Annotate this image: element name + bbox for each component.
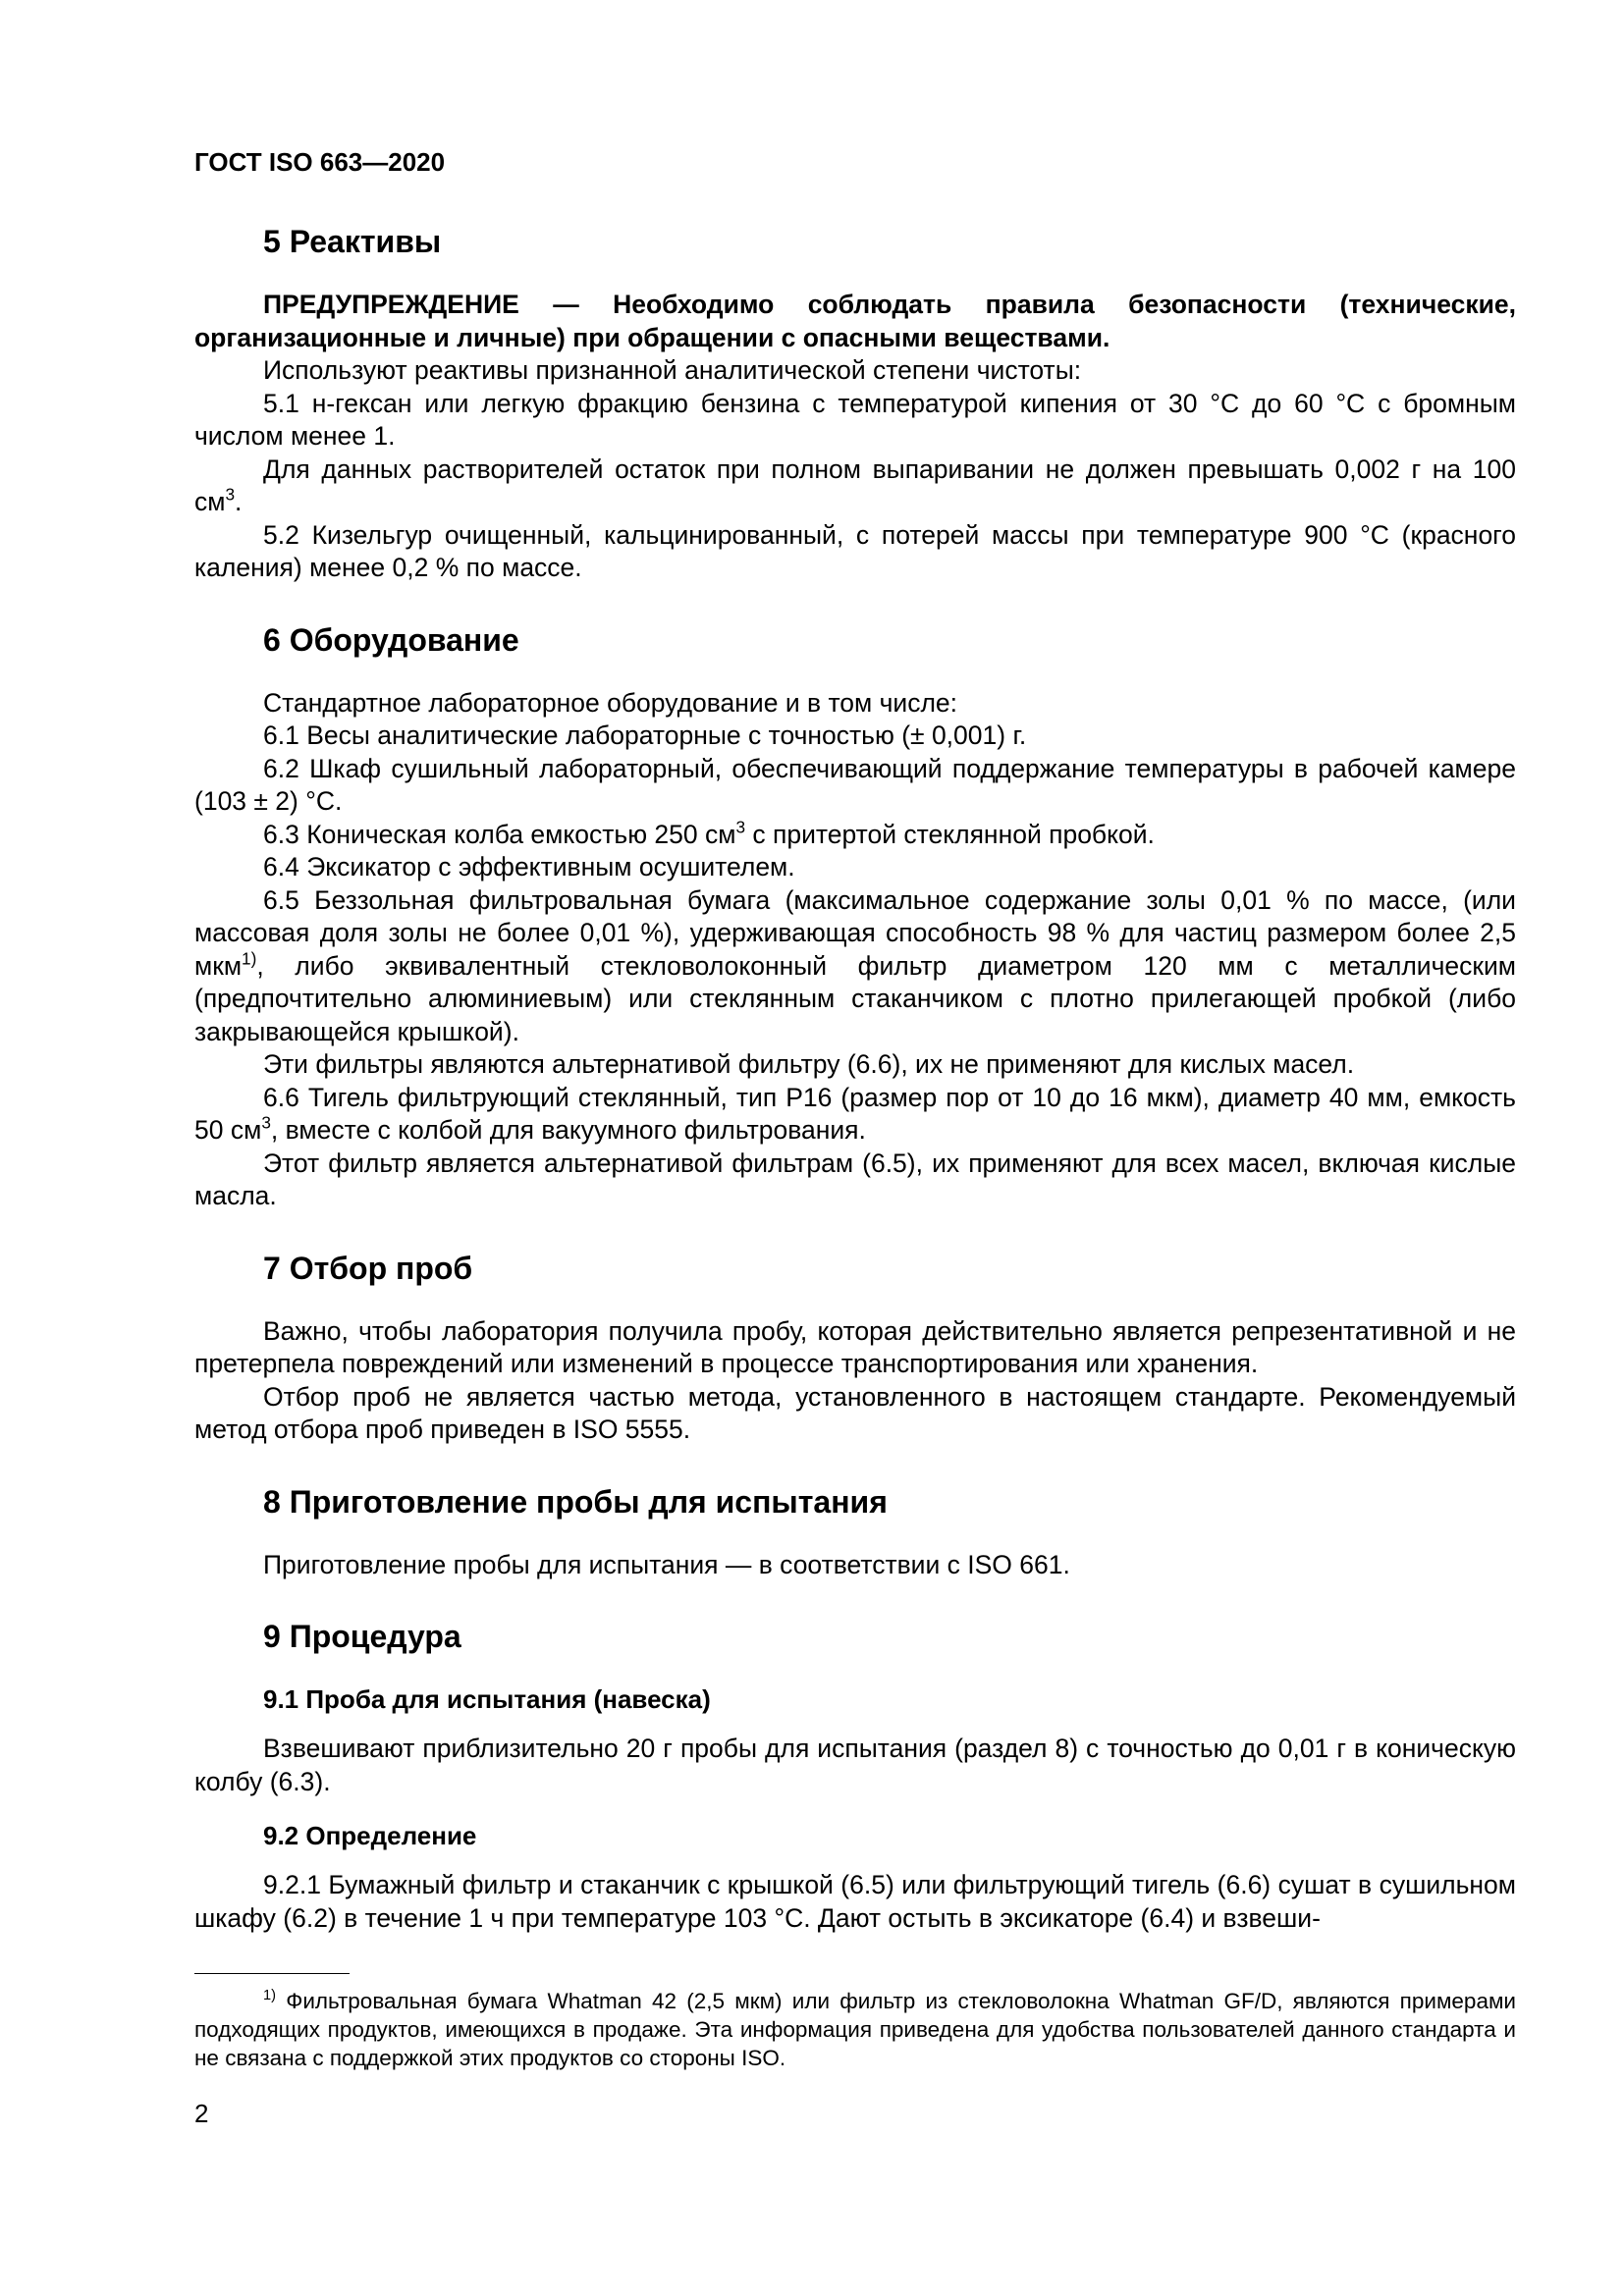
subsection-9-1-text: Взвешивают приблизительно 20 г пробы для испытания (раздел 8) с точностью до 0,01 г в коническую колбу (6.3). bbox=[194, 1734, 1516, 1796]
clause-9-2-1: 9.2.1 Бумажный фильтр и стаканчик с крышкой (6.5) или фильтрующий тигель (6.6) сушат в сушильном шкафу (6.2) в течение 1 ч при температуре 103 °С. Дают остыть в эксикаторе (6.4) и взвеши- bbox=[194, 1870, 1516, 1933]
document-body bbox=[194, 222, 1516, 1935]
subsection-9-2-title: 9.2 Определение bbox=[263, 1821, 477, 1850]
clause-6-4: 6.4 Эксикатор с эффективным осушителем. bbox=[263, 852, 795, 881]
section-5-title: 5 Реактивы bbox=[263, 224, 442, 259]
reagents-intro: Используют реактивы признанной аналитической степени чистоты: bbox=[263, 355, 1082, 385]
safety-warning: ПРЕДУПРЕЖДЕНИЕ — Необходимо соблюдать правила безопасности (технические, организационные и личные) при обращении с опасными веществами. bbox=[194, 290, 1516, 352]
section-8-title: 8 Приготовление пробы для испытания bbox=[263, 1483, 888, 1520]
clause-6-2: 6.2 Шкаф сушильный лабораторный, обеспечивающий поддержание температуры в рабочей камере (103 ± 2) °С. bbox=[194, 753, 1516, 816]
section-9-title: 9 Процедура bbox=[263, 1619, 461, 1654]
section-7-title: 7 Отбор проб bbox=[263, 1250, 473, 1286]
clause-5-2: 5.2 Кизельгур очищенный, кальцинированный, с потерей массы при температуре 900 °С (красного каления) менее 0,2 % по массе. bbox=[194, 519, 1516, 582]
clause-6-5: 6.5 Беззольная фильтровальная бумага (максимальное содержание золы 0,01 % по массе, (или массовая доля золы не более 0,01 %), удерживающая способность 98 % для частиц размером более 2,5 мкм$^{1)}$, либо эквивалентный стекловолоконный фильтр диаметром 120 мм с металлическим (предпочтительно алюминиевым) или стеклянным стаканчиком с плотно прилегающей пробкой (либо закрывающейся крышкой). bbox=[194, 884, 1516, 1046]
equipment-intro: Стандартное лабораторное оборудование и в том числе: bbox=[263, 687, 958, 718]
footnote-separator bbox=[194, 1973, 350, 1974]
section-6-title: 6 Оборудование bbox=[263, 621, 519, 658]
clause-5-1: 5.1 н-гексан или легкую фракцию бензина с температурой кипения от 30 °С до 60 °С с бромным числом менее 1. bbox=[194, 388, 1516, 451]
footnote-marker: 1) bbox=[263, 1988, 276, 2004]
clause-6-1: 6.1 Весы аналитические лабораторные с точностью (± 0,001) г. bbox=[263, 721, 1027, 750]
document-code-header: ГОСТ ISO 663—2020 bbox=[194, 147, 446, 177]
clause-5-1-note: Для данных растворителей остаток при полном выпаривании не должен превышать 0,002 г на 100 $см^3$. bbox=[194, 454, 1516, 516]
preparation-para: Приготовление пробы для испытания — в соответствии с ISO 661. bbox=[263, 1549, 1070, 1579]
clause-6-6-note: Этот фильтр является альтернативой фильтрам (6.5), их применяют для всех масел, включая кислые масла. bbox=[194, 1148, 1516, 1210]
sampling-para-2: Отбор проб не является частью метода, установленного в настоящем стандарте. Рекомендуемый метод отбора проб приведен в ISO 5555. bbox=[194, 1381, 1516, 1444]
clause-6-6: 6.6 Тигель фильтрующий стеклянный, тип Р16 (размер пор от 10 до 16 мкм), диаметр 40 мм, емкость 50 $см^3$, вместе с колбой для вакуумного фильтрования. bbox=[194, 1082, 1516, 1145]
page-number: 2 bbox=[194, 2099, 209, 2128]
subsection-9-1-title: 9.1 Проба для испытания (навеска) bbox=[263, 1684, 711, 1714]
sampling-para-1: Важно, чтобы лаборатория получила пробу, которая действительно является репрезентативной и не претерпела повреждений или изменений в процессе транспортирования или хранения. bbox=[194, 1315, 1516, 1378]
footnote-ref: 1) bbox=[242, 948, 257, 969]
footnote: $^{1)}$ Фильтровальная бумага Whatman 42 (2,5 мкм) или фильтр из стекловолокна Whatman GF/D, являются примерами подходящих продуктов, имеющихся в продаже. Эта информация приведена для удобства пользователей данного стандарта и не связана с поддержкой этих продуктов со стороны ISO. bbox=[194, 1988, 1516, 2070]
clause-6-5-note: Эти фильтры являются альтернативой фильтру (6.6), их не применяют для кислых масел. bbox=[263, 1049, 1355, 1079]
clause-6-3: 6.3 Коническая колба емкостью 250 $см^3$ с притертой стеклянной пробкой. bbox=[263, 817, 1155, 849]
